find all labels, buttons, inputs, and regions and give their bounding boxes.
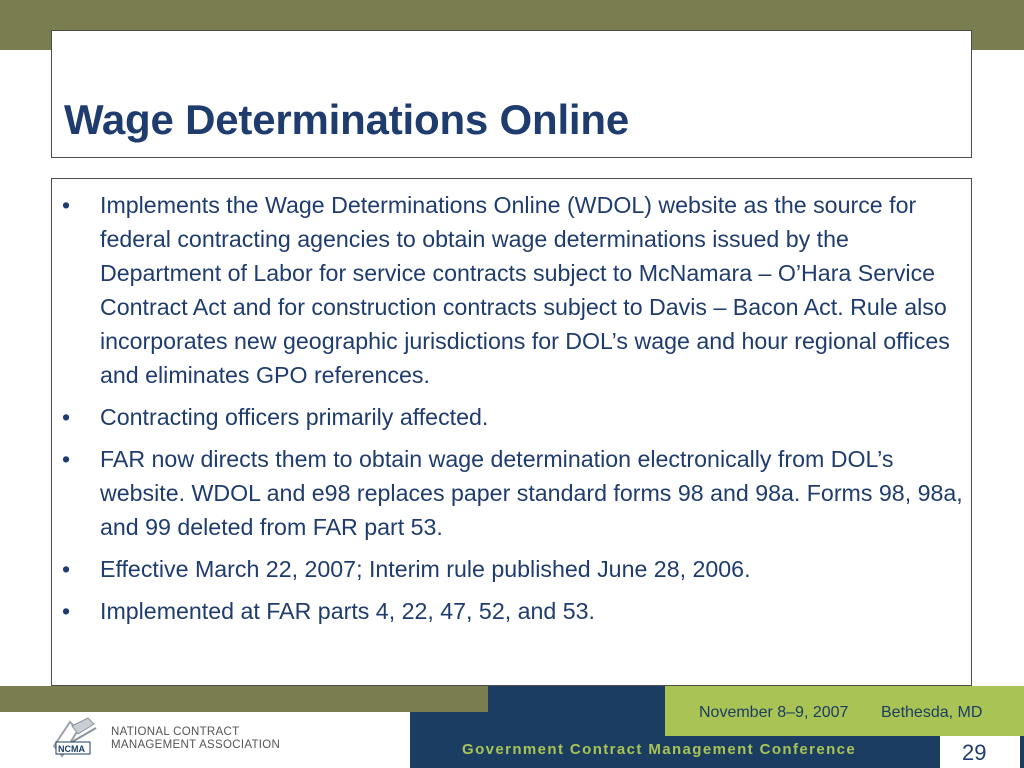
conference-title: Government Contract Management Conference (462, 741, 857, 758)
bullet-item (52, 442, 964, 544)
bullet-item (52, 552, 964, 586)
logo-text: NCMA (58, 744, 85, 754)
conference-date: November 8–9, 2007 (699, 704, 849, 721)
bullet-item (52, 188, 964, 392)
bullet-text: Contracting officers primarily affected. (100, 404, 489, 430)
org-name-line2: MANAGEMENT ASSOCIATION (111, 739, 281, 751)
bullet-dot: • (62, 404, 71, 430)
footer-olive-band (0, 686, 488, 712)
bullet-text: Implemented at FAR parts 4, 22, 47, 52, and 53. (100, 598, 595, 624)
ncma-logo-icon (48, 716, 106, 764)
org-name-line1: NATIONAL CONTRACT (111, 726, 240, 738)
org-name (111, 726, 280, 752)
bullet-dot: • (62, 598, 71, 624)
footer-date-band (665, 686, 1024, 736)
bullet-text: FAR now directs them to obtain wage determination electronically from DOL’s website. WDOL and e98 replaces paper standard forms 98 and 98a. Forms 98, 98a, and 99 deleted from FAR part 53. (100, 446, 963, 540)
bullet-text: Implements the Wage Determinations Online (WDOL) website as the source for federal contracting agencies to obtain wage determinations issued by the Department of Labor for service contracts subject to McNamara – O’Hara Service Contract Act and for construction contracts subject to Davis – Bacon Act. Rule also incorporates new geographic jurisdictions for DOL’s wage and hour regional offices and eliminates GPO references. (100, 192, 950, 388)
content-box (51, 178, 972, 686)
bullet-dot: • (62, 446, 71, 472)
bullet-item (52, 594, 964, 628)
bullet-list (52, 188, 964, 636)
conference-location: Bethesda, MD (881, 704, 983, 721)
bullet-dot: • (62, 556, 71, 582)
footer-navy-band-upper (488, 686, 665, 712)
title-box (51, 30, 972, 158)
page-number-box (940, 736, 1020, 768)
bullet-item (52, 400, 964, 434)
bullet-text: Effective March 22, 2007; Interim rule published June 28, 2006. (100, 556, 751, 582)
bullet-dot: • (62, 192, 71, 218)
page-number: 29 (962, 740, 987, 765)
slide-title: Wage Determinations Online (64, 96, 629, 143)
